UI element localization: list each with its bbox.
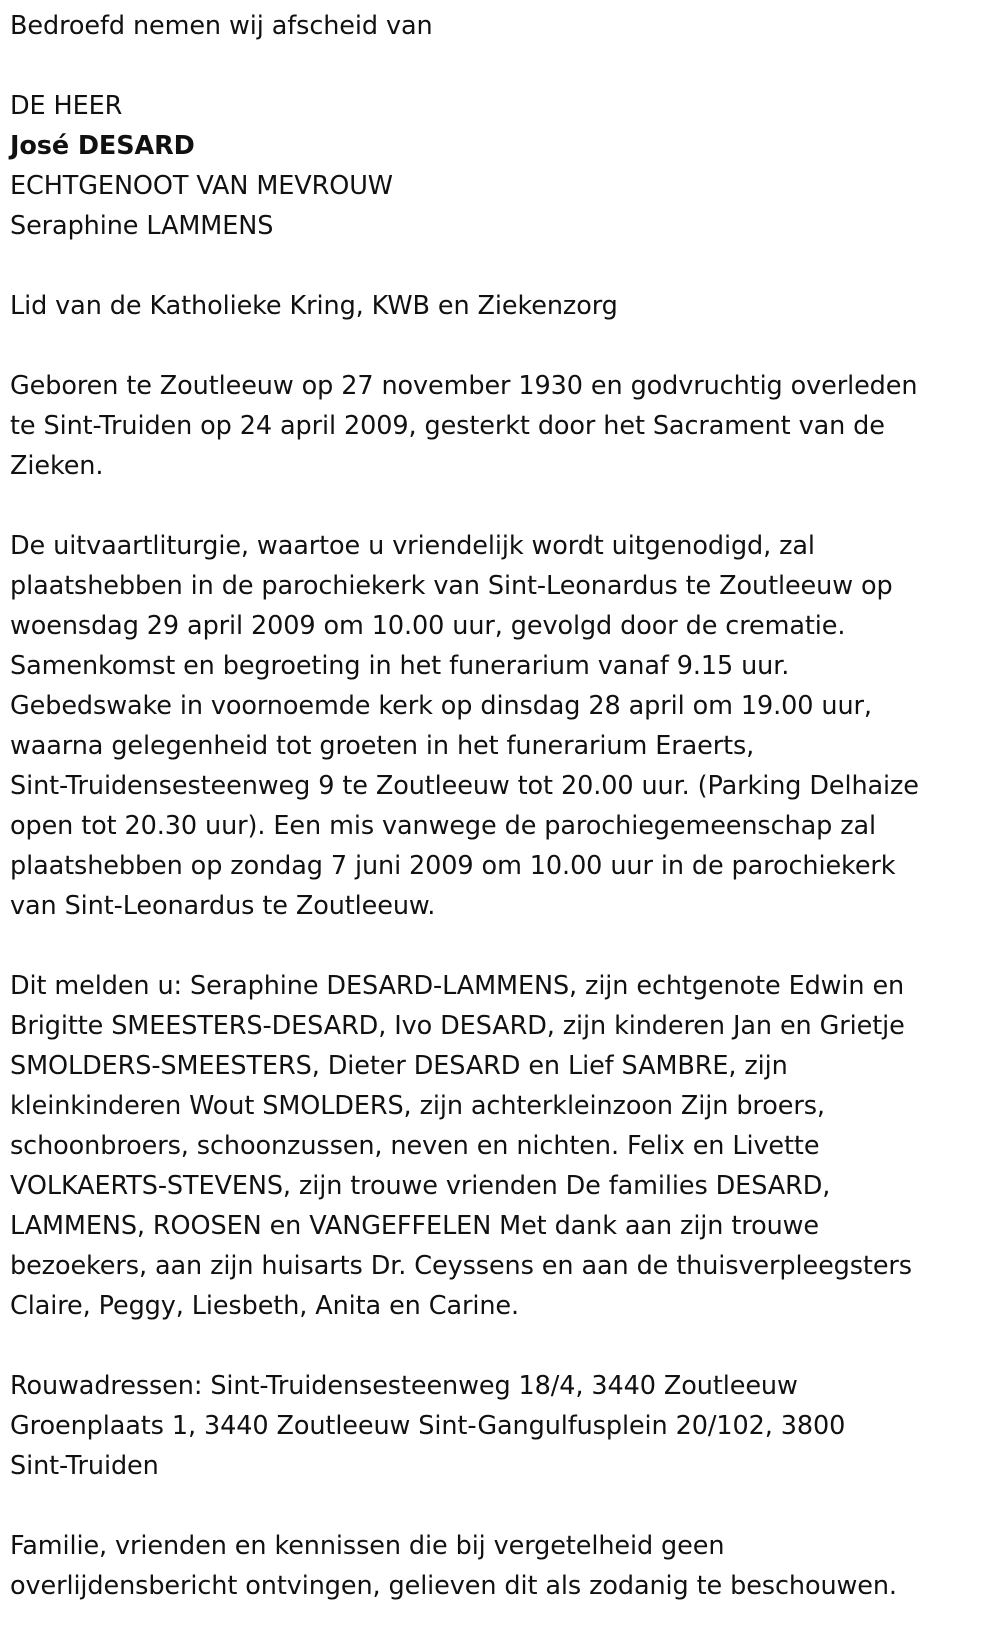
funeral-paragraph (10, 526, 990, 926)
paragraph-line: Geboren te Zoutleeuw op 27 november 1930 en godvruchtig overleden (10, 371, 918, 401)
paragraph-line: Rouwadressen: Sint-Truidensesteenweg 18/4, 3440 Zoutleeuw (10, 1371, 798, 1401)
paragraph-line: VOLKAERTS-STEVENS, zijn trouwe vrienden De families DESARD, (10, 1171, 831, 1201)
paragraph-line: Sint-Truiden (10, 1451, 159, 1481)
family-paragraph (10, 966, 990, 1326)
spacer (10, 326, 990, 366)
paragraph-line: LAMMENS, ROOSEN en VANGEFFELEN Met dank aan zijn trouwe (10, 1211, 819, 1241)
paragraph-line: open tot 20.30 uur). Een mis vanwege de parochiegemeenschap zal (10, 811, 877, 841)
paragraph-line: schoonbroers, schoonzussen, neven en nichten. Felix en Livette (10, 1131, 820, 1161)
spouse-label: ECHTGENOOT VAN MEVROUW (10, 171, 393, 201)
paragraph-line: woensdag 29 april 2009 om 10.00 uur, gevolgd door de crematie. (10, 611, 846, 641)
deceased-name: José DESARD (10, 131, 195, 161)
paragraph-line: te Sint-Truiden op 24 april 2009, gesterkt door het Sacrament van de (10, 411, 885, 441)
address-paragraph (10, 1366, 990, 1486)
paragraph-line: van Sint-Leonardus te Zoutleeuw. (10, 891, 436, 921)
birth-death-paragraph (10, 366, 990, 486)
paragraph-line: Groenplaats 1, 3440 Zoutleeuw Sint-Gangulfusplein 20/102, 3800 (10, 1411, 846, 1441)
spacer (10, 1326, 990, 1366)
paragraph-line: plaatshebben op zondag 7 juni 2009 om 10.00 uur in de parochiekerk (10, 851, 896, 881)
closing-paragraph (10, 1526, 990, 1606)
intro-text: Bedroefd nemen wij afscheid van (10, 11, 433, 41)
deceased-header (10, 86, 990, 246)
spacer (10, 46, 990, 86)
paragraph-line: bezoekers, aan zijn huisarts Dr. Ceyssens en aan de thuisverpleegsters (10, 1251, 912, 1281)
paragraph-line: SMOLDERS-SMEESTERS, Dieter DESARD en Lief SAMBRE, zijn (10, 1051, 788, 1081)
paragraph-line: overlijdensbericht ontvingen, gelieven dit als zodanig te beschouwen. (10, 1571, 897, 1601)
paragraph-line: plaatshebben in de parochiekerk van Sint-Leonardus te Zoutleeuw op (10, 571, 893, 601)
spacer (10, 1486, 990, 1526)
paragraph-line: Samenkomst en begroeting in het funerarium vanaf 9.15 uur. (10, 651, 790, 681)
paragraph-line: Brigitte SMEESTERS-DESARD, Ivo DESARD, zijn kinderen Jan en Grietje (10, 1011, 905, 1041)
paragraph-line: Zieken. (10, 451, 104, 481)
paragraph-line: waarna gelegenheid tot groeten in het funerarium Eraerts, (10, 731, 755, 761)
paragraph-line: kleinkinderen Wout SMOLDERS, zijn achterkleinzoon Zijn broers, (10, 1091, 825, 1121)
title-prefix: DE HEER (10, 91, 123, 121)
spouse-name: Seraphine LAMMENS (10, 211, 274, 241)
spacer (10, 246, 990, 286)
spacer (10, 486, 990, 526)
paragraph-line: De uitvaartliturgie, waartoe u vriendelijk wordt uitgenodigd, zal (10, 531, 815, 561)
membership-text: Lid van de Katholieke Kring, KWB en Ziekenzorg (10, 291, 618, 321)
paragraph-line: Claire, Peggy, Liesbeth, Anita en Carine. (10, 1291, 520, 1321)
paragraph-line: Sint-Truidensesteenweg 9 te Zoutleeuw tot 20.00 uur. (Parking Delhaize (10, 771, 919, 801)
paragraph-line: Dit melden u: Seraphine DESARD-LAMMENS, zijn echtgenote Edwin en (10, 971, 905, 1001)
paragraph-line: Familie, vrienden en kennissen die bij vergetelheid geen (10, 1531, 725, 1561)
paragraph-line: Gebedswake in voornoemde kerk op dinsdag 28 april om 19.00 uur, (10, 691, 872, 721)
spacer (10, 926, 990, 966)
